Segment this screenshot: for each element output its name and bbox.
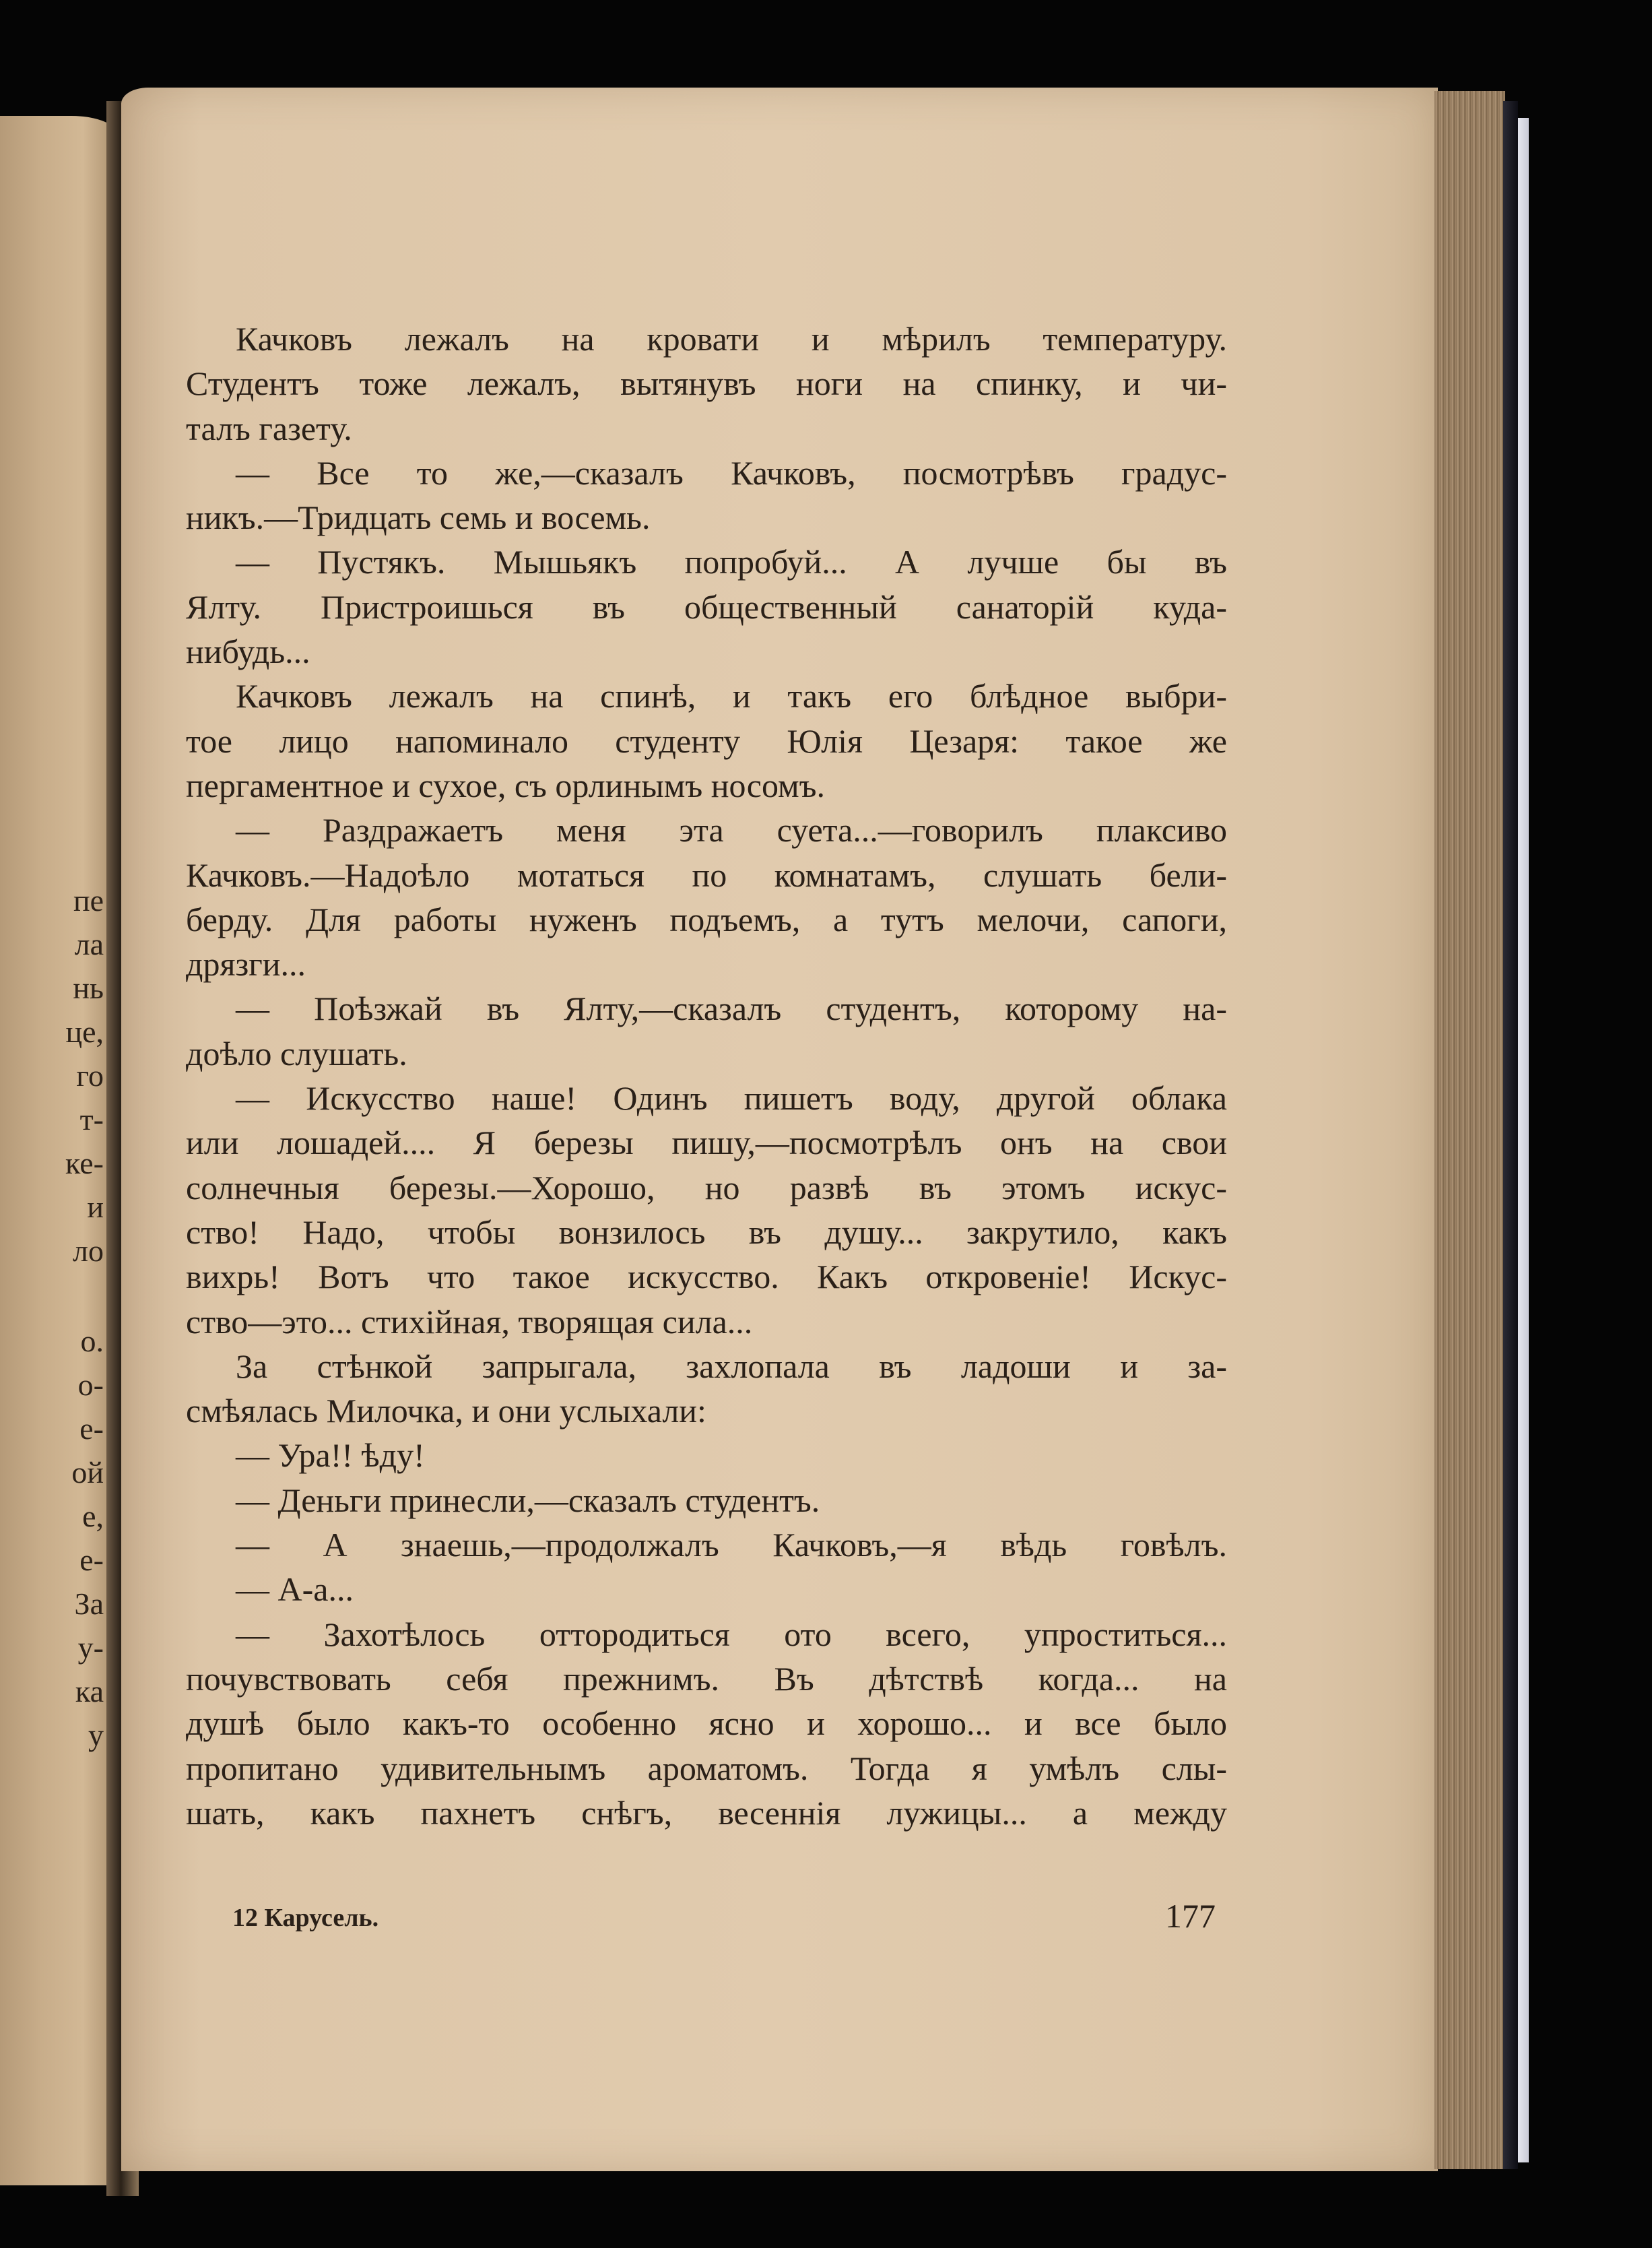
left-page <box>0 116 119 2185</box>
left-page-fragment: у- <box>77 1630 104 1665</box>
page-edges <box>1434 91 1505 2169</box>
text-line: берду. Для работы нуженъ подъемъ, а тутъ мелочи, сапоги, <box>186 900 1227 938</box>
text-line: пергаментное и сухое, съ орлинымъ носомъ. <box>186 766 826 804</box>
left-page-fragment: ла <box>74 927 104 961</box>
text-line: или лошадей.... Я березы пишу,—посмотрѣлъ онъ на свои <box>186 1124 1227 1162</box>
text-line: солнечныя березы.—Хорошо, но развѣ въ этомъ искус- <box>186 1168 1227 1207</box>
text-line: — Захотѣлось оттородиться ото всего, упроститься... <box>236 1615 1227 1653</box>
text-line: — Пустякъ. Мышьякъ попробуй... А лучше бы въ <box>236 543 1227 581</box>
left-page-fragment: е, <box>82 1499 104 1533</box>
text-line: тое лицо напоминало студенту Юлія Цезаря: такое же <box>186 721 1227 760</box>
left-page-fragment: и <box>87 1190 104 1224</box>
text-line: душѣ было какъ-то особенно ясно и хорошо... и все было <box>186 1704 1227 1743</box>
left-page-fragment: ка <box>75 1674 104 1708</box>
text-line: — А знаешь,—продолжалъ Качковъ,—я вѣдь говѣлъ. <box>236 1526 1227 1564</box>
text-line: дрязги... <box>186 945 306 984</box>
left-page-fragment: о- <box>77 1368 104 1402</box>
text-line: ство—это... стихійная, творящая сила... <box>186 1302 753 1341</box>
text-line: — Ура!! ѣду! <box>236 1436 425 1475</box>
text-line: — А-а... <box>236 1570 354 1609</box>
text-line: Качковъ.—Надоѣло мотаться по комнатамъ, слушать бели- <box>186 856 1227 894</box>
left-page-fragment: у <box>88 1718 104 1752</box>
text-line: смѣялась Милочка, и они услыхали: <box>186 1392 706 1430</box>
left-page-fragment: За <box>74 1586 104 1621</box>
text-line: доѣло слушать. <box>186 1034 407 1072</box>
cover-edge <box>1503 101 1518 2169</box>
left-page-fragment: ой <box>71 1455 104 1489</box>
text-line: — Поѣзжай въ Ялту,—сказалъ студентъ, которому на- <box>236 990 1227 1028</box>
printer-signature: 12 Карусель. <box>232 1904 379 1932</box>
text-line: — Искусство наше! Одинъ пишетъ воду, другой облака <box>236 1079 1227 1118</box>
left-page-fragment: о. <box>80 1324 104 1358</box>
text-line: ство! Надо, чтобы вонзилось въ душу... закрутило, какъ <box>186 1213 1227 1251</box>
text-line: — Все то же,—сказалъ Качковъ, посмотрѣвъ градус- <box>236 453 1227 492</box>
text-line: Качковъ лежалъ на кровати и мѣрилъ температуру. <box>236 320 1227 358</box>
left-page-fragment: е- <box>79 1411 104 1446</box>
text-line: почувствовать себя прежнимъ. Въ дѣтствѣ когда... на <box>186 1659 1227 1698</box>
body-text <box>186 317 1227 1835</box>
text-line: Качковъ лежалъ на спинѣ, и такъ его блѣдное выбри- <box>236 677 1227 715</box>
text-line: нибудь... <box>186 633 310 671</box>
text-line: шать, какъ пахнетъ снѣгъ, весеннія лужицы... а между <box>186 1793 1227 1832</box>
left-page-fragment: го <box>76 1058 104 1093</box>
page-number: 177 <box>1165 1897 1216 1935</box>
text-line: За стѣнкой запрыгала, захлопала въ ладоши и за- <box>236 1347 1227 1385</box>
text-line: Студентъ тоже лежалъ, вытянувъ ноги на спинку, и чи- <box>186 364 1227 403</box>
text-line: Ялту. Пристроишься въ общественный санаторій куда- <box>186 587 1227 626</box>
text-line: никъ.—Тридцать семь и восемь. <box>186 499 651 537</box>
text-line: — Раздражаетъ меня эта суета...—говорилъ плаксиво <box>236 811 1227 849</box>
left-page-fragment: е- <box>79 1543 104 1577</box>
left-page-fragment: нь <box>73 971 104 1005</box>
text-line: — Деньги принесли,—сказалъ студентъ. <box>236 1481 820 1519</box>
left-page-fragment: ло <box>73 1233 104 1268</box>
left-page-fragment: пе <box>73 883 104 918</box>
text-line: пропитано удивительнымъ ароматомъ. Тогда я умѣлъ слы- <box>186 1749 1227 1787</box>
text-line: талъ газету. <box>186 409 352 447</box>
text-line: вихрь! Вотъ что такое искусство. Какъ откровеніе! Искус- <box>186 1258 1227 1296</box>
left-page-fragment: ке- <box>65 1146 104 1180</box>
left-page-fragment: це, <box>65 1015 104 1049</box>
left-page-fragment: т- <box>79 1102 104 1136</box>
